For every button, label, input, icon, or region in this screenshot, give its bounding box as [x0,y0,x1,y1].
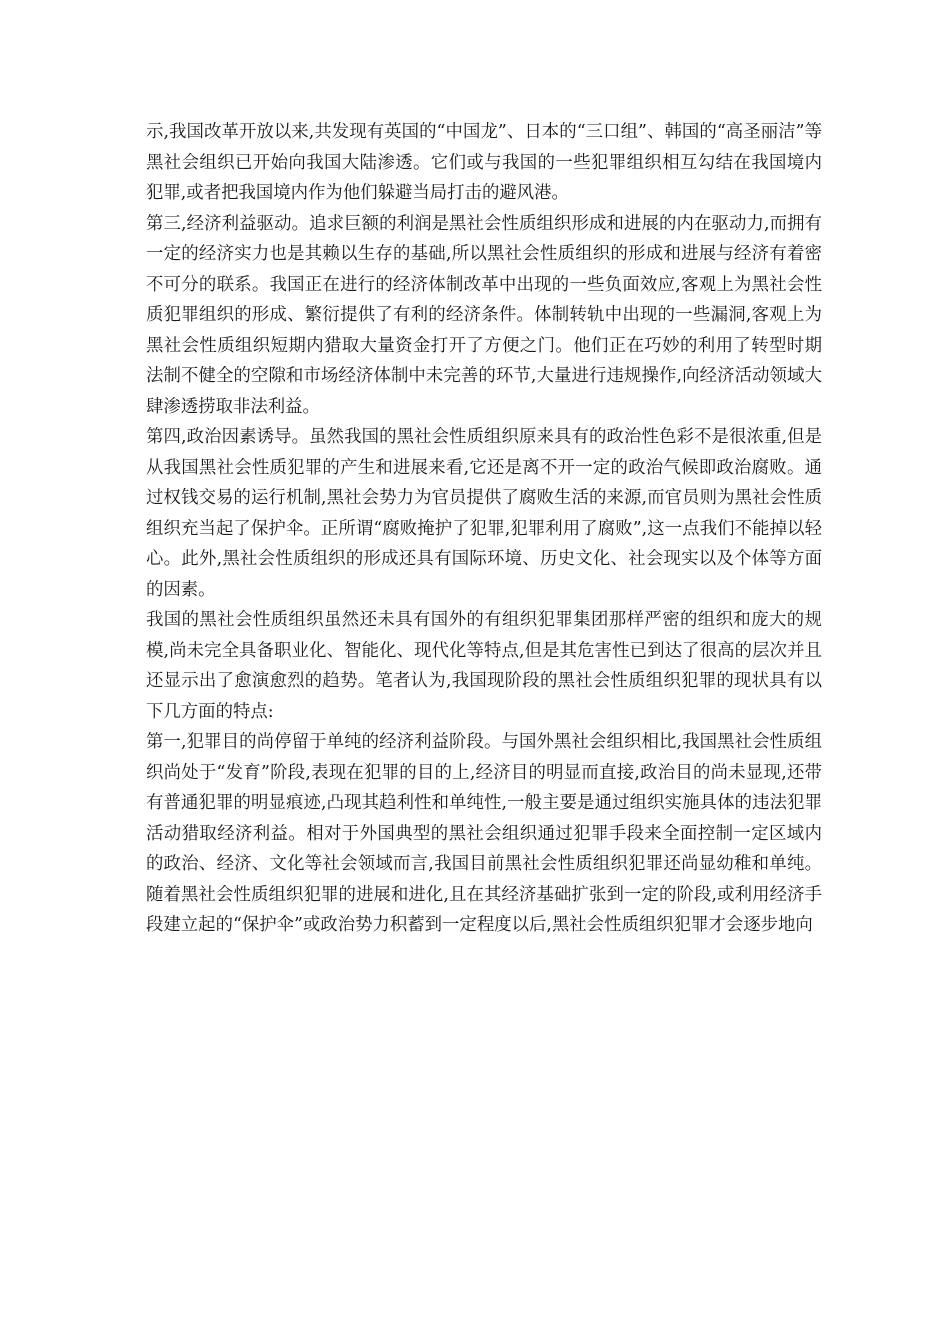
paragraph-economic-interest: 第三,经济利益驱动。追求巨额的利润是黑社会性质组织形成和进展的内在驱动力,而拥有一定的经济实力也是其赖以生存的基础,所以黑社会性质组织的形成和进展与经济有着密不可分的联系。我国正在进行的经济体制改革中出现的一些负面效应,客观上为黑社会性质犯罪组织的形成、繁衍提供了有利的经济条件。体制转轨中出现的一些漏洞,客观上为黑社会性质组织短期内猎取大量资金打开了方便之门。他们正在巧妙的利用了转型时期法制不健全的空隙和市场经济体制中未完善的环节,大量进行违规操作,向经济活动领域大肆渗透捞取非法利益。 [146,213,822,417]
paragraph-first-characteristic: 第一,犯罪目的尚停留于单纯的经济利益阶段。与国外黑社会组织相比,我国黑社会性质组织尚处于“发育”阶段,表现在犯罪的目的上,经济目的明显而直接,政治目的尚未显现,还带有普通犯罪的明显痕迹,凸现其趋利性和单纯性,一般主要是通过组织实施具体的违法犯罪活动猎取经济利益。相对于外国典型的黑社会组织通过犯罪手段来全面控制一定区域内的政治、经济、文化等社会领域而言,我国目前黑社会性质组织犯罪还尚显幼稚和单纯。随着黑社会性质组织犯罪的进展和进化,且在其经济基础扩张到一定的阶段,或利用经济手段建立起的“保护伞”或政治势力积蓄到一定程度以后,黑社会性质组织犯罪才会逐步地向 [146,732,822,935]
document-body [146,117,822,941]
paragraph-characteristics-intro: 我国的黑社会性质组织虽然还未具有国外的有组织犯罪集团那样严密的组织和庞大的规模,尚未完全具备职业化、智能化、现代化等特点,但是其危害性已到达了很高的层次并且还显示出了愈演愈烈的趋势。笔者认为,我国现阶段的黑社会性质组织犯罪的现状具有以下几方面的特点: [146,610,822,722]
paragraph-continuation: 示,我国改革开放以来,共发现有英国的“中国龙”、日本的“三口组”、韩国的“高圣丽洁”等黑社会组织已开始向我国大陆渗透。它们或与我国的一些犯罪组织相互勾结在我国境内犯罪,或者把我国境内作为他们躲避当局打击的避风港。 [146,122,822,203]
paragraph-political-factors: 第四,政治因素诱导。虽然我国的黑社会性质组织原来具有的政治性色彩不是很浓重,但是从我国黑社会性质犯罪的产生和进展来看,它还是离不开一定的政治气候即政治腐败。通过权钱交易的运行机制,黑社会势力为官员提供了腐败生活的来源,而官员则为黑社会性质组织充当起了保护伞。正所谓“腐败掩护了犯罪,犯罪利用了腐败”,这一点我们不能掉以轻心。此外,黑社会性质组织的形成还具有国际环境、历史文化、社会现实以及个体等方面的因素。 [146,427,822,600]
